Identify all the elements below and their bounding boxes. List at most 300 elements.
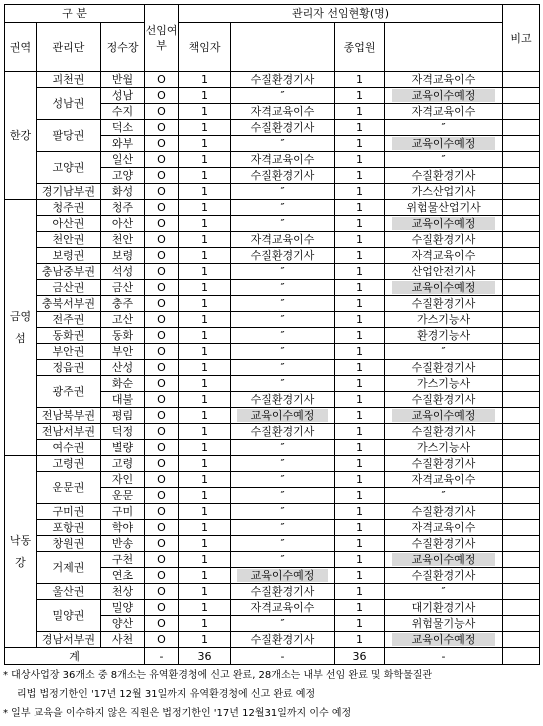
plant-cell: 보령: [101, 248, 145, 264]
remarks-cell: [503, 408, 540, 424]
office-cell: 충북서부권: [37, 296, 101, 312]
responsible-qualification-cell: ″: [231, 456, 335, 472]
plant-cell: 대불: [101, 392, 145, 408]
office-cell: 부안권: [37, 344, 101, 360]
header-seonim-yeobu: 선임여부: [145, 5, 179, 72]
table-row: [5, 264, 540, 280]
plant-cell: 평림: [101, 408, 145, 424]
staff-count-cell: 1: [335, 504, 385, 520]
responsible-count-cell: 1: [179, 184, 231, 200]
staff-qualification-cell: 수질환경기사: [385, 392, 503, 408]
plant-cell: 수지: [101, 104, 145, 120]
responsible-qualification-cell: 수질환경기사: [231, 584, 335, 600]
responsible-qualification-cell: [231, 568, 335, 584]
header-region: 권역: [5, 23, 37, 72]
responsible-count-cell: 1: [179, 520, 231, 536]
staff-count-cell: 1: [335, 248, 385, 264]
footnotes: [3, 666, 539, 723]
appointed-cell: O: [145, 296, 179, 312]
appointed-cell: O: [145, 328, 179, 344]
responsible-count-cell: 1: [179, 472, 231, 488]
staff-qualification-cell: 수질환경기사: [385, 360, 503, 376]
office-cell: 정읍권: [37, 360, 101, 376]
responsible-qualification-cell: ″: [231, 264, 335, 280]
responsible-qualification-cell: 수질환경기사: [231, 120, 335, 136]
plant-cell: 덕소: [101, 120, 145, 136]
responsible-qualification-cell: 수질환경기사: [231, 392, 335, 408]
staff-qualification-cell: 수질환경기사: [385, 568, 503, 584]
appointed-cell: O: [145, 136, 179, 152]
table-row: [5, 456, 540, 472]
total-staff: 36: [335, 648, 385, 665]
table-row: [5, 360, 540, 376]
remarks-cell: [503, 520, 540, 536]
staff-count-cell: 1: [335, 280, 385, 296]
staff-count-cell: 1: [335, 552, 385, 568]
responsible-qualification-cell: 수질환경기사: [231, 72, 335, 88]
remarks-cell: [503, 232, 540, 248]
header-staff: 종업원: [335, 23, 385, 72]
edu-pending-badge: 교육이수예정: [392, 409, 495, 422]
table-row: [5, 152, 540, 168]
table-row: [5, 312, 540, 328]
staff-count-cell: 1: [335, 216, 385, 232]
appointed-cell: O: [145, 152, 179, 168]
plant-cell: 학야: [101, 520, 145, 536]
staff-qualification-cell: [385, 88, 503, 104]
total-responsible-qualification: -: [231, 648, 335, 665]
responsible-qualification-cell: 자격교육이수: [231, 152, 335, 168]
responsible-count-cell: 1: [179, 424, 231, 440]
edu-pending-badge: 교육이수예정: [392, 217, 495, 230]
plant-cell: 덕정: [101, 424, 145, 440]
staff-qualification-cell: [385, 552, 503, 568]
staff-qualification-cell: 가스기능사: [385, 376, 503, 392]
header-staff-qualification: [385, 23, 503, 72]
edu-pending-badge: 교육이수예정: [392, 137, 495, 150]
staff-count-cell: 1: [335, 360, 385, 376]
responsible-qualification-cell: ″: [231, 344, 335, 360]
appointed-cell: O: [145, 584, 179, 600]
staff-qualification-cell: 위험물기능사: [385, 616, 503, 632]
edu-pending-badge: 교육이수예정: [392, 553, 495, 566]
staff-qualification-cell: 자격교육이수: [385, 248, 503, 264]
table-row: [5, 296, 540, 312]
staff-count-cell: 1: [335, 344, 385, 360]
office-cell: 고령권: [37, 456, 101, 472]
appointed-cell: O: [145, 536, 179, 552]
header-responsible-qualification: [231, 23, 335, 72]
appointed-cell: O: [145, 568, 179, 584]
total-remarks: [503, 648, 540, 665]
plant-cell: 금산: [101, 280, 145, 296]
total-staff-qualification: -: [385, 648, 503, 665]
remarks-cell: [503, 120, 540, 136]
plant-cell: 석성: [101, 264, 145, 280]
appointed-cell: O: [145, 264, 179, 280]
responsible-qualification-cell: ″: [231, 216, 335, 232]
plant-cell: 산성: [101, 360, 145, 376]
responsible-count-cell: 1: [179, 248, 231, 264]
staff-count-cell: 1: [335, 232, 385, 248]
table-row: [5, 424, 540, 440]
responsible-qualification-cell: ″: [231, 184, 335, 200]
responsible-qualification-cell: ″: [231, 520, 335, 536]
header-responsible: 책임자: [179, 23, 231, 72]
appointed-cell: O: [145, 248, 179, 264]
plant-cell: 사천: [101, 632, 145, 648]
office-cell: 청주권: [37, 200, 101, 216]
responsible-count-cell: 1: [179, 232, 231, 248]
staff-qualification-cell: [385, 136, 503, 152]
responsible-count-cell: 1: [179, 392, 231, 408]
table-row: [5, 600, 540, 616]
staff-count-cell: 1: [335, 600, 385, 616]
staff-qualification-cell: [385, 408, 503, 424]
responsible-count-cell: 1: [179, 88, 231, 104]
staff-count-cell: 1: [335, 264, 385, 280]
edu-pending-badge: 교육이수예정: [237, 569, 328, 582]
remarks-cell: [503, 472, 540, 488]
plant-cell: 반송: [101, 536, 145, 552]
staff-qualification-cell: 환경기능사: [385, 328, 503, 344]
remarks-cell: [503, 376, 540, 392]
remarks-cell: [503, 584, 540, 600]
staff-qualification-cell: 수질환경기사: [385, 296, 503, 312]
staff-qualification-cell: 산업안전기사: [385, 264, 503, 280]
appointed-cell: O: [145, 488, 179, 504]
responsible-count-cell: 1: [179, 264, 231, 280]
responsible-qualification-cell: ″: [231, 376, 335, 392]
plant-cell: 성남: [101, 88, 145, 104]
responsible-count-cell: 1: [179, 120, 231, 136]
responsible-count-cell: 1: [179, 72, 231, 88]
table-row: [5, 552, 540, 568]
remarks-cell: [503, 392, 540, 408]
staff-qualification-cell: [385, 216, 503, 232]
remarks-cell: [503, 568, 540, 584]
table-row: [5, 408, 540, 424]
plant-cell: 자인: [101, 472, 145, 488]
office-cell: 울산권: [37, 584, 101, 600]
staff-qualification-cell: ″: [385, 120, 503, 136]
staff-qualification-cell: 수질환경기사: [385, 504, 503, 520]
plant-cell: 구미: [101, 504, 145, 520]
staff-count-cell: 1: [335, 616, 385, 632]
staff-count-cell: 1: [335, 88, 385, 104]
plant-cell: 천상: [101, 584, 145, 600]
remarks-cell: [503, 152, 540, 168]
plant-cell: 운문: [101, 488, 145, 504]
office-cell: 충남중부권: [37, 264, 101, 280]
appointed-cell: O: [145, 616, 179, 632]
office-cell: 팔당권: [37, 120, 101, 152]
header-gubun: 구 분: [5, 5, 145, 23]
staff-qualification-cell: 위험물산업기사: [385, 200, 503, 216]
region-cell: 금영섬: [5, 200, 37, 456]
table-row: [5, 72, 540, 88]
responsible-count-cell: 1: [179, 376, 231, 392]
appointed-cell: O: [145, 88, 179, 104]
responsible-qualification-cell: 수질환경기사: [231, 248, 335, 264]
staff-qualification-cell: 가스기능사: [385, 440, 503, 456]
office-cell: 창원권: [37, 536, 101, 552]
responsible-count-cell: 1: [179, 344, 231, 360]
staff-count-cell: 1: [335, 312, 385, 328]
table-row: [5, 248, 540, 264]
table-row: [5, 280, 540, 296]
responsible-qualification-cell: ″: [231, 552, 335, 568]
responsible-count-cell: 1: [179, 552, 231, 568]
remarks-cell: [503, 600, 540, 616]
responsible-qualification-cell: 자격교육이수: [231, 600, 335, 616]
plant-cell: 일산: [101, 152, 145, 168]
responsible-qualification-cell: ″: [231, 296, 335, 312]
responsible-count-cell: 1: [179, 168, 231, 184]
remarks-cell: [503, 360, 540, 376]
plant-cell: 연초: [101, 568, 145, 584]
plant-cell: 아산: [101, 216, 145, 232]
responsible-count-cell: 1: [179, 488, 231, 504]
responsible-count-cell: 1: [179, 616, 231, 632]
staff-count-cell: 1: [335, 568, 385, 584]
plant-cell: 별량: [101, 440, 145, 456]
appointed-cell: O: [145, 120, 179, 136]
remarks-cell: [503, 72, 540, 88]
appointed-cell: O: [145, 104, 179, 120]
footnote-1-continued: 리법 법정기한인 '17년 12월 31일까지 유역환경청에 신고 완료 예정: [17, 689, 316, 700]
staff-count-cell: 1: [335, 392, 385, 408]
region-cell: 낙동강: [5, 456, 37, 648]
appointed-cell: O: [145, 360, 179, 376]
remarks-cell: [503, 168, 540, 184]
staff-qualification-cell: 수질환경기사: [385, 424, 503, 440]
responsible-count-cell: 1: [179, 536, 231, 552]
header-office: 관리단: [37, 23, 101, 72]
appointed-cell: O: [145, 232, 179, 248]
remarks-cell: [503, 200, 540, 216]
remarks-cell: [503, 504, 540, 520]
plant-cell: 양산: [101, 616, 145, 632]
responsible-count-cell: 1: [179, 280, 231, 296]
office-cell: 광주권: [37, 376, 101, 408]
appointed-cell: O: [145, 184, 179, 200]
staff-qualification-cell: 자격교육이수: [385, 72, 503, 88]
staff-qualification-cell: 수질환경기사: [385, 456, 503, 472]
remarks-cell: [503, 104, 540, 120]
manager-appointment-table: [4, 4, 540, 665]
footnote-2: * 일부 교육을 이수하지 않은 직원은 법정기한인 '17년 12월31일까지 이수 예정: [3, 708, 352, 719]
plant-cell: 화순: [101, 376, 145, 392]
office-cell: 전주권: [37, 312, 101, 328]
appointed-cell: O: [145, 600, 179, 616]
region-cell: 한강: [5, 72, 37, 200]
header-row-bottom: [5, 23, 540, 72]
plant-cell: 고령: [101, 456, 145, 472]
responsible-count-cell: 1: [179, 312, 231, 328]
remarks-cell: [503, 456, 540, 472]
responsible-count-cell: 1: [179, 600, 231, 616]
plant-cell: 청주: [101, 200, 145, 216]
responsible-qualification-cell: ″: [231, 536, 335, 552]
total-responsible: 36: [179, 648, 231, 665]
staff-count-cell: 1: [335, 440, 385, 456]
responsible-count-cell: 1: [179, 632, 231, 648]
office-cell: 포항권: [37, 520, 101, 536]
remarks-cell: [503, 216, 540, 232]
plant-cell: 동화: [101, 328, 145, 344]
remarks-cell: [503, 344, 540, 360]
plant-cell: 와부: [101, 136, 145, 152]
responsible-count-cell: 1: [179, 216, 231, 232]
plant-cell: 반월: [101, 72, 145, 88]
office-cell: 전남북부권: [37, 408, 101, 424]
staff-count-cell: 1: [335, 520, 385, 536]
responsible-qualification-cell: ″: [231, 280, 335, 296]
responsible-qualification-cell: ″: [231, 88, 335, 104]
table-row: [5, 200, 540, 216]
staff-count-cell: 1: [335, 328, 385, 344]
office-cell: 여수권: [37, 440, 101, 456]
appointed-cell: O: [145, 200, 179, 216]
remarks-cell: [503, 440, 540, 456]
plant-cell: 밀양: [101, 600, 145, 616]
remarks-cell: [503, 248, 540, 264]
staff-qualification-cell: 자격교육이수: [385, 520, 503, 536]
staff-qualification-cell: 자격교육이수: [385, 104, 503, 120]
office-cell: 경남서부권: [37, 632, 101, 648]
remarks-cell: [503, 184, 540, 200]
responsible-qualification-cell: ″: [231, 136, 335, 152]
staff-qualification-cell: 자격교육이수: [385, 472, 503, 488]
office-cell: 성남권: [37, 88, 101, 120]
office-cell: 금산권: [37, 280, 101, 296]
table-row: [5, 584, 540, 600]
staff-count-cell: 1: [335, 200, 385, 216]
responsible-count-cell: 1: [179, 504, 231, 520]
remarks-cell: [503, 136, 540, 152]
plant-cell: 화성: [101, 184, 145, 200]
responsible-qualification-cell: 자격교육이수: [231, 104, 335, 120]
plant-cell: 고산: [101, 312, 145, 328]
responsible-qualification-cell: ″: [231, 360, 335, 376]
staff-qualification-cell: [385, 632, 503, 648]
header-row-top: [5, 5, 540, 23]
office-cell: 전남서부권: [37, 424, 101, 440]
appointed-cell: O: [145, 72, 179, 88]
responsible-count-cell: 1: [179, 456, 231, 472]
responsible-count-cell: 1: [179, 568, 231, 584]
remarks-cell: [503, 296, 540, 312]
header-bigo: 비고: [503, 5, 540, 72]
appointed-cell: O: [145, 632, 179, 648]
remarks-cell: [503, 488, 540, 504]
appointed-cell: O: [145, 344, 179, 360]
appointed-cell: O: [145, 472, 179, 488]
staff-qualification-cell: 수질환경기사: [385, 536, 503, 552]
remarks-cell: [503, 328, 540, 344]
office-cell: 밀양권: [37, 600, 101, 632]
appointed-cell: O: [145, 376, 179, 392]
responsible-count-cell: 1: [179, 408, 231, 424]
plant-cell: 천안: [101, 232, 145, 248]
remarks-cell: [503, 552, 540, 568]
remarks-cell: [503, 280, 540, 296]
responsible-count-cell: 1: [179, 136, 231, 152]
office-cell: 경기남부권: [37, 184, 101, 200]
appointed-cell: O: [145, 216, 179, 232]
header-plant: 정수장: [101, 23, 145, 72]
responsible-qualification-cell: ″: [231, 440, 335, 456]
responsible-count-cell: 1: [179, 200, 231, 216]
appointed-cell: O: [145, 552, 179, 568]
table-row: [5, 536, 540, 552]
staff-qualification-cell: 가스기능사: [385, 312, 503, 328]
table-row: [5, 376, 540, 392]
staff-count-cell: 1: [335, 536, 385, 552]
staff-qualification-cell: ″: [385, 584, 503, 600]
responsible-qualification-cell: [231, 408, 335, 424]
responsible-count-cell: 1: [179, 440, 231, 456]
office-cell: 운문권: [37, 472, 101, 504]
table-row: [5, 88, 540, 104]
table-row: [5, 184, 540, 200]
responsible-count-cell: 1: [179, 584, 231, 600]
plant-cell: 고양: [101, 168, 145, 184]
responsible-count-cell: 1: [179, 360, 231, 376]
table-row: [5, 120, 540, 136]
remarks-cell: [503, 264, 540, 280]
staff-count-cell: 1: [335, 376, 385, 392]
staff-count-cell: 1: [335, 488, 385, 504]
edu-pending-badge: 교육이수예정: [237, 409, 328, 422]
appointed-cell: O: [145, 392, 179, 408]
table-row: [5, 344, 540, 360]
staff-count-cell: 1: [335, 168, 385, 184]
responsible-count-cell: 1: [179, 296, 231, 312]
responsible-count-cell: 1: [179, 328, 231, 344]
staff-count-cell: 1: [335, 408, 385, 424]
table-row: [5, 216, 540, 232]
remarks-cell: [503, 632, 540, 648]
responsible-qualification-cell: ″: [231, 504, 335, 520]
staff-count-cell: 1: [335, 152, 385, 168]
staff-count-cell: 1: [335, 472, 385, 488]
staff-count-cell: 1: [335, 72, 385, 88]
responsible-count-cell: 1: [179, 152, 231, 168]
edu-pending-badge: 교육이수예정: [392, 633, 495, 646]
office-cell: 괴천권: [37, 72, 101, 88]
office-cell: 구미권: [37, 504, 101, 520]
footnote-1: * 대상사업장 36개소 중 8개소는 유역환경청에 신고 완료, 28개소는 내부 선임 완료 및 화학물질관: [3, 670, 433, 681]
total-appointed: -: [145, 648, 179, 665]
responsible-qualification-cell: 수질환경기사: [231, 168, 335, 184]
responsible-qualification-cell: ″: [231, 200, 335, 216]
appointed-cell: O: [145, 424, 179, 440]
remarks-cell: [503, 88, 540, 104]
edu-pending-badge: 교육이수예정: [392, 89, 495, 102]
staff-count-cell: 1: [335, 632, 385, 648]
staff-qualification-cell: 수질환경기사: [385, 232, 503, 248]
responsible-count-cell: 1: [179, 104, 231, 120]
responsible-qualification-cell: 자격교육이수: [231, 232, 335, 248]
plant-cell: 충주: [101, 296, 145, 312]
office-cell: 동화권: [37, 328, 101, 344]
appointed-cell: O: [145, 408, 179, 424]
office-cell: 보령권: [37, 248, 101, 264]
appointed-cell: O: [145, 520, 179, 536]
staff-count-cell: 1: [335, 456, 385, 472]
